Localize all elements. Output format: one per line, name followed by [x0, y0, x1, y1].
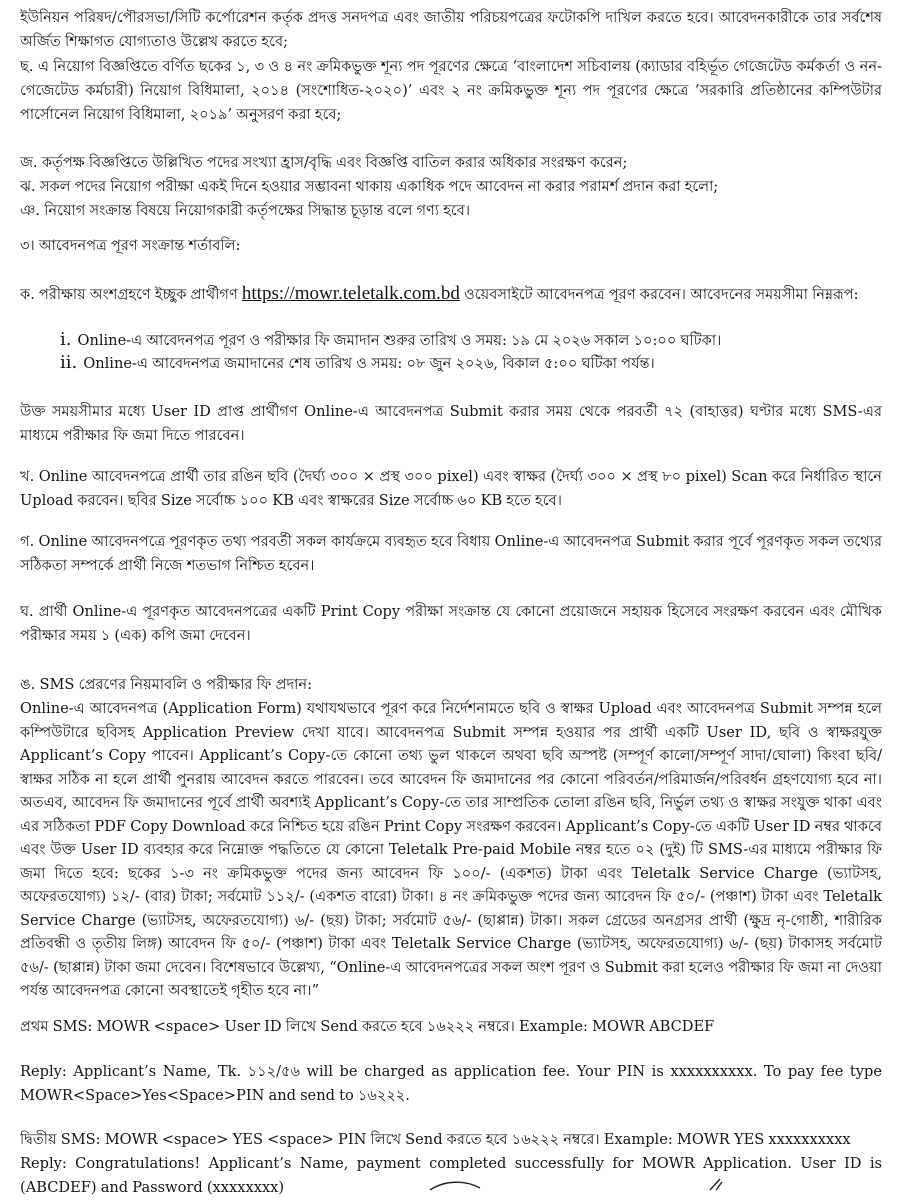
second-sms-reply: Reply: Congratulations! Applicant’s Name, payment completed successfully for MOWR Application. User ID is (ABCDEF) and Password (xxxxxxxx) — [20, 1155, 882, 1196]
roman-numeral-ii: ii. — [60, 352, 78, 373]
clause-nya: ঞ. নিয়োগ সংক্রান্ত বিষয়ে নিয়োগকারী কর্তৃপক্ষের সিদ্ধান্ত চূড়ান্ত বলে গণ্য হবে। — [20, 202, 471, 219]
clause-uma-heading: ঙ. SMS প্রেরণের নিয়মাবলি ও পরীক্ষার ফি প্রদান: — [20, 676, 312, 693]
deadline-end-text: Online-এ আবেদনপত্র জমাদানের শেষ তারিখ ও সময়: ০৮ জুন ২০২৬, বিকাল ৫:০০ ঘটিকা পর্যন্ত। — [83, 355, 655, 372]
deadline-end-item — [60, 351, 880, 376]
clause-chha: ছ. এ নিয়োগ বিজ্ঞপ্তিতে বর্ণিত ছকের ১, ৩ ও ৪ নং ক্রমিকভুক্ত শূন্য পদ পূরণের ক্ষেত্রে ‘বাংলাদেশ সচিবালয় (ক্যাডার বহির্ভূত গেজেটেড কর্মকর্তা ও নন-গেজেটেড কর্মচারী) নিয়োগ বিধিমালা, ২০১৪ (সংশোধিত-২০২০)’ এবং ২ নং ক্রমিকভুক্ত শূন্য পদ পূরণের ক্ষেত্রে ‘সরকারি প্রতিষ্ঠানের কম্পিউটার পার্সোনেল নিয়োগ বিধিমালা, ২০১৯’ অনুসরণ করা হবে; — [20, 58, 882, 123]
first-sms-instruction: প্রথম SMS: MOWR <space> User ID লিখে Send করতে হবে ১৬২২২ নম্বরে। Example: MOWR ABCDEF — [20, 1018, 715, 1035]
eligibility-continuation: ইউনিয়ন পরিষদ/পৌরসভা/সিটি কর্পোরেশন কর্তৃক প্রদত্ত সনদপত্র এবং জাতীয় পরিচয়পত্রের ফটোকপি দাখিল করতে হবে। আবেদনকারীকে তার সর্বশেষ অর্জিত শিক্ষাগত যোগ্যতাও উল্লেখ করতে হবে; — [20, 9, 882, 50]
clause-gha: ঘ. প্রার্থী Online-এ পূরণকৃত আবেদনপত্রের একটি Print Copy পরীক্ষা সংক্রান্ত যে কোনো প্রয়োজনে সহায়ক হিসেবে সংরক্ষণ করবেন এবং মৌখিক পরীক্ষার সময় ১ (এক) কপি জমা দেবেন। — [20, 603, 882, 644]
clause-ga: গ. Online আবেদনপত্রে পূরণকৃত তথ্য পরবর্তী সকল কার্যক্রমে ব্যবহৃত হবে বিধায় Online-এ আবেদনপত্র Submit করার পূর্বে পূরণকৃত সকল তথ্যের সঠিকতা সম্পর্কে প্রার্থী নিজে শতভাগ নিশ্চিত হবেন। — [20, 533, 882, 574]
section-3-heading: ৩। আবেদনপত্র পূরণ সংক্রান্ত শর্তাবলি: — [20, 237, 241, 254]
clause-kha: খ. Online আবেদনপত্রে প্রার্থী তার রঙিন ছবি (দৈর্ঘ্য ৩০০ × প্রস্থ ৩০০ pixel) এবং স্বাক্ষর (দৈর্ঘ্য ৩০০ × প্রস্থ ৮০ pixel) Scan করে নির্ধারিত স্থানে Upload করবেন। ছবির Size সর্বোচ্চ ১০০ KB এবং স্বাক্ষরের Size সর্বোচ্চ ৬০ KB হতে হবে। — [20, 468, 882, 509]
clause-ka — [20, 282, 882, 307]
clause-uma-body: Online-এ আবেদনপত্র (Application Form) যথাযথভাবে পূরণ করে নির্দেশনামতে ছবি ও স্বাক্ষর Upload এবং আবেদনপত্র Submit সম্পন্ন হলে কম্পিউটারে ছবিসহ Application Preview দেখা যাবে। আবেদনপত্র Submit সম্পন্ন হওয়ার পর প্রার্থী একটি User ID, ছবি ও স্বাক্ষরযুক্ত Applicant’s Copy পাবেন। Applicant’s Copy-তে কোনো তথ্য ভুল থাকলে অথবা ছবি অস্পষ্ট (সম্পূর্ণ কালো/সম্পূর্ণ সাদা/ঘোলা) কিংবা ছবি/স্বাক্ষর সঠিক না হলে প্রার্থী পুনরায় আবেদন করতে পারবেন। তবে আবেদন ফি জমাদানের পর কোনো পরিবর্তন/পরিমার্জন/পরিবর্ধন গ্রহণযোগ্য হবে না। অতএব, আবেদন ফি জমাদানের পূর্বে প্রার্থী অবশ্যই Applicant’s Copy-তে তার সাম্প্রতিক তোলা রঙিন ছবি, নির্ভুল তথ্য ও স্বাক্ষর সংযুক্ত থাকা এবং এর সঠিকতা PDF Copy Download করে নিশ্চিত হয়ে রঙিন Print Copy সংরক্ষণ করবেন। Applicant’s Copy-তে একটি User ID নম্বর থাকবে এবং উক্ত User ID ব্যবহার করে নিম্নোক্ত পদ্ধতিতে যে কোনো Teletalk Pre-paid Mobile নম্বর হতে ০২ (দুই) টি SMS-এর মাধ্যমে পরীক্ষার ফি জমা দিতে হবে: ছকের ১-৩ নং ক্রমিকভুক্ত পদের জন্য আবেদন ফি ১০০/- (একশত) টাকা এবং Teletalk Service Charge (ভ্যাটসহ, অফেরতযোগ্য) ১২/- (বার) টাকা; সর্বমোট ১১২/- (একশত বারো) টাকা। ৪ নং ক্রমিকভুক্ত পদের জন্য আবেদন ফি ৫০/- (পঞ্চাশ) টাকা এবং Teletalk Service Charge (ভ্যাটসহ, অফেরতযোগ্য) ৬/- (ছয়) টাকা; সর্বমোট ৫৬/- (ছাপ্পান্ন) টাকা। সকল গ্রেডের অনগ্রসর প্রার্থী (ক্ষুদ্র নৃ-গোষ্ঠী, শারীরিক প্রতিবন্ধী ও তৃতীয় লিঙ্গ) আবেদন ফি ৫০/- (পঞ্চাশ) টাকা এবং Teletalk Service Charge (ভ্যাটসহ, অফেরতযোগ্য) ৬/- (ছয়) টাকাসহ সর্বমোট ৫৬/- (ছাপ্পান্ন) টাকা জমা দেবেন। বিশেষভাবে উল্লেখ্য, “Online-এ আবেদনপত্রের সকল অংশ পূরণ ও Submit করা হলেও পরীক্ষার ফি জমা না দেওয়া পর্যন্ত আবেদনপত্র কোনো অবস্থাতেই গৃহীত হবে না।” — [20, 700, 882, 999]
userid-fee-paragraph: উক্ত সময়সীমার মধ্যে User ID প্রাপ্ত প্রার্থীগণ Online-এ আবেদনপত্র Submit করার সময় থেকে পরবর্তী ৭২ (বাহাত্তর) ঘণ্টার মধ্যে SMS-এর মাধ্যমে পরীক্ষার ফি জমা দিতে পারবেন। — [20, 403, 882, 444]
clause-ka-prefix: ক. পরীক্ষায় অংশগ্রহণে ইচ্ছুক প্রার্থীগণ — [20, 286, 238, 303]
clause-jha: ঝ. সকল পদের নিয়োগ পরীক্ষা একই দিনে হওয়ার সম্ভাবনা থাকায় একাধিক পদে আবেদন না করার পরামর্শ প্রদান করা হলো; — [20, 178, 719, 195]
second-sms-instruction: দ্বিতীয় SMS: MOWR <space> YES <space> PIN লিখে Send করতে হবে ১৬২২২ নম্বরে। Example: MOWR YES xxxxxxxxxx — [20, 1131, 851, 1148]
deadline-start-text: Online-এ আবেদনপত্র পূরণ ও পরীক্ষার ফি জমাদান শুরুর তারিখ ও সময়: ১৯ মে ২০২৬ সকাল ১০:০০ ঘটিকা। — [77, 332, 722, 349]
signature-mark — [420, 1178, 800, 1191]
application-website-link[interactable]: https://mowr.teletalk.com.bd — [241, 283, 460, 304]
deadline-start-item — [60, 328, 880, 353]
first-sms-reply: Reply: Applicant’s Name, Tk. ১১২/৫৬ will be charged as application fee. Your PIN is xxxxxxxxxx. To pay fee type MOWR<Space>Yes<Space>PIN and send to ১৬২২২. — [20, 1063, 882, 1104]
clause-ja: জ. কর্তৃপক্ষ বিজ্ঞপ্তিতে উল্লিখিত পদের সংখ্যা হ্রাস/বৃদ্ধি এবং বিজ্ঞপ্তি বাতিল করার অধিকার সংরক্ষণ করেন; — [20, 154, 628, 171]
clause-ka-suffix: ওয়েবসাইটে আবেদনপত্র পূরণ করবেন। আবেদনের সময়সীমা নিম্নরূপ: — [464, 286, 859, 303]
roman-numeral-i: i. — [60, 329, 72, 350]
